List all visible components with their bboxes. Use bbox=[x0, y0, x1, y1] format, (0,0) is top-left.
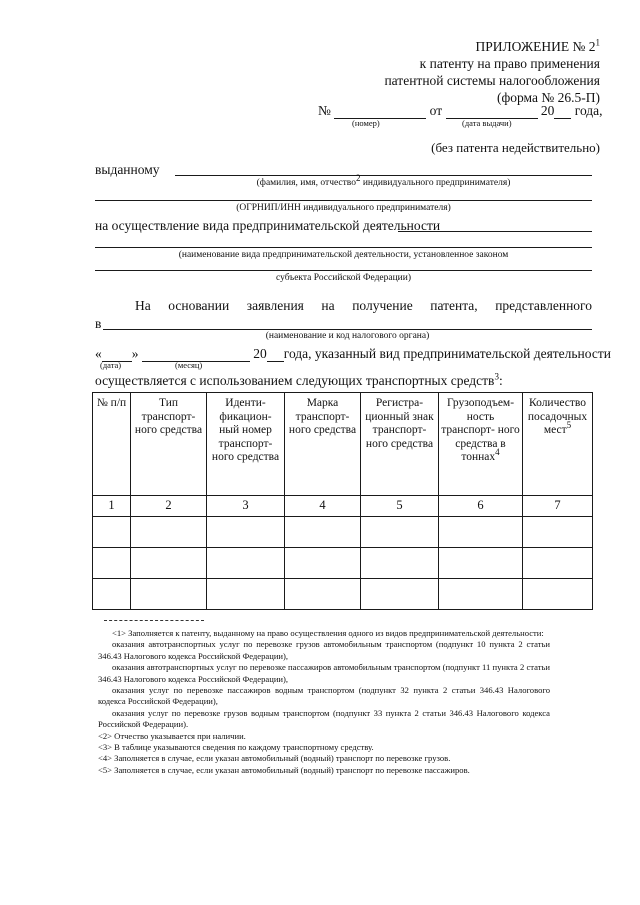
issued-to-blank[interactable] bbox=[175, 175, 592, 176]
caption-fio-text: (фамилия, имя, отчество bbox=[256, 178, 356, 189]
footnote-4: <4> Заполняется в случае, если указан автомобильный (водный) транспорт по перевозке грузов. bbox=[98, 753, 451, 764]
vehicles-table bbox=[92, 392, 593, 610]
quote-close: » bbox=[131, 346, 139, 361]
col-header-seats-sup: 5 bbox=[566, 420, 572, 431]
col-header-vin bbox=[207, 393, 285, 496]
header-subtitle-2: патентной системы налогообложения bbox=[384, 73, 600, 88]
cell-vin[interactable] bbox=[207, 517, 285, 548]
caption-fio-footnote-marker: 2 bbox=[355, 173, 361, 183]
cell-brand[interactable] bbox=[285, 548, 361, 579]
subject-blank[interactable] bbox=[95, 270, 592, 271]
cell-brand[interactable] bbox=[285, 517, 361, 548]
cell-vehicle-type[interactable] bbox=[131, 579, 207, 610]
caption-day: (дата) bbox=[100, 360, 122, 370]
header-title bbox=[0, 38, 600, 55]
col-header-seats bbox=[523, 393, 593, 496]
cell-vehicle-type[interactable] bbox=[131, 548, 207, 579]
activity-label: на осуществление вида предпринимательской деятельности bbox=[95, 218, 441, 233]
closing-text: осуществляется с использованием следующих транспортных средств bbox=[95, 373, 495, 388]
footnote-3: <3> В таблице указываются сведения по каждому транспортному средству. bbox=[98, 742, 374, 753]
ogrnip-blank[interactable] bbox=[95, 200, 592, 201]
col-header-capacity-text: Грузоподъем- ность транспорт- ного средства в тоннах bbox=[441, 397, 520, 463]
col-header-brand-text: Марка транспорт- ного средства bbox=[288, 397, 357, 436]
basis-paragraph: На основании заявления на получение патента, представленного bbox=[135, 298, 592, 313]
patent-number-date-line bbox=[318, 103, 603, 119]
col-header-capacity-sup: 4 bbox=[495, 447, 500, 458]
footnote-2: <2> Отчество указывается при наличии. bbox=[98, 730, 246, 741]
patent-number-blank[interactable] bbox=[334, 105, 426, 119]
activity-blank-line2[interactable] bbox=[95, 247, 592, 248]
cell-plate[interactable] bbox=[361, 579, 439, 610]
header-title-text: ПРИЛОЖЕНИЕ № 2 bbox=[475, 39, 596, 54]
footnote-5: <5> Заполняется в случае, если указан автомобильный (водный) транспорт по перевозке пассажиров. bbox=[98, 764, 470, 775]
cell-brand[interactable] bbox=[285, 579, 361, 610]
caption-subject: субъекта Российской Федерации) bbox=[275, 273, 411, 283]
table-header-row bbox=[93, 393, 593, 496]
cell-capacity[interactable] bbox=[439, 548, 523, 579]
invalid-without-patent-note: (без патента недействительно) bbox=[431, 140, 600, 155]
cell-vehicle-type[interactable] bbox=[131, 517, 207, 548]
footnote-1-item-d: оказания услуг по перевозке грузов водным транспортом (подпункт 33 пункта 2 статьи 346.43 Налогового кодекса Российской Федерации). bbox=[98, 707, 550, 730]
document-header bbox=[0, 38, 600, 106]
caption-month: (месяц) bbox=[175, 360, 203, 370]
year-word: года, bbox=[574, 103, 603, 118]
cell-capacity[interactable] bbox=[439, 517, 523, 548]
cell-capacity[interactable] bbox=[439, 579, 523, 610]
col-number-1: 1 bbox=[93, 496, 131, 517]
ot-label: от bbox=[429, 103, 443, 118]
footnote-1-item-c: оказания услуг по перевозке пассажиров водным транспортом (подпункт 32 пункта 2 статьи 346.43 Налогового кодекса Российской Федерации), bbox=[98, 685, 550, 707]
caption-fio bbox=[175, 173, 592, 189]
cell-seats[interactable] bbox=[523, 548, 593, 579]
issued-to-label: выданному bbox=[95, 162, 160, 177]
col-number-6: 6 bbox=[439, 496, 523, 517]
col-header-brand bbox=[285, 393, 361, 496]
header-subtitle-1: к патенту на право применения bbox=[419, 56, 600, 71]
caption-tax-org: (наименование и код налогового органа) bbox=[265, 331, 430, 341]
cell-index[interactable] bbox=[93, 579, 131, 610]
caption-number: (номер) bbox=[352, 118, 380, 128]
cell-index[interactable] bbox=[93, 517, 131, 548]
col-header-vehicle-type bbox=[131, 393, 207, 496]
footnote-1-item-b: оказания автотранспортных услуг по перевозке пассажиров автомобильным транспортом (подпункт 11 пункта 2 статьи 346.43 Налогового кодекса Российской Федерации), bbox=[98, 662, 550, 684]
closing-footnote-marker: 3 bbox=[494, 371, 499, 382]
cell-seats[interactable] bbox=[523, 579, 593, 610]
col-number-2: 2 bbox=[131, 496, 207, 517]
table-number-row bbox=[93, 496, 593, 517]
col-header-index bbox=[93, 393, 131, 496]
col-number-7: 7 bbox=[523, 496, 593, 517]
issue-date-blank[interactable] bbox=[446, 105, 538, 119]
number-symbol: № bbox=[318, 103, 331, 118]
col-header-vehicle-type-text: Тип транспорт- ного средства bbox=[134, 397, 203, 436]
col-header-plate-text: Регистра- ционный знак транспорт- ного средства bbox=[365, 397, 434, 450]
cell-plate[interactable] bbox=[361, 548, 439, 579]
col-header-seats-text: Количество посадочных мест bbox=[527, 397, 588, 436]
footnote-1-item-a: оказания автотранспортных услуг по перевозке грузов автомобильным транспортом (подпункт 10 пункта 2 статьи 346.43 Налогового кодекса Российской Федерации), bbox=[98, 639, 550, 661]
footnotes-block bbox=[98, 628, 550, 776]
cell-seats[interactable] bbox=[523, 517, 593, 548]
tax-org-blank[interactable] bbox=[103, 329, 592, 330]
col-header-index-text: № п/п bbox=[96, 397, 127, 409]
col-header-vin-text: Иденти- фикацион- ный номер транспорт- ного средства bbox=[211, 397, 280, 463]
caption-fio-tail: индивидуального предпринимателя) bbox=[360, 178, 511, 189]
year-prefix: 20 bbox=[540, 103, 555, 118]
date-line bbox=[95, 346, 611, 362]
closing-line bbox=[95, 373, 503, 389]
year-blank[interactable] bbox=[554, 105, 571, 119]
activity-blank-inline[interactable] bbox=[398, 231, 592, 232]
col-number-5: 5 bbox=[361, 496, 439, 517]
table-row[interactable] bbox=[93, 548, 593, 579]
caption-issue-date: (дата выдачи) bbox=[462, 118, 512, 128]
year-tail: года, указанный вид предпринимательской деятельности bbox=[283, 346, 611, 361]
footnote-separator bbox=[104, 620, 204, 621]
col-header-plate bbox=[361, 393, 439, 496]
caption-activity: (наименование вида предпринимательской деятельности, установленное законом bbox=[178, 250, 509, 260]
col-header-capacity bbox=[439, 393, 523, 496]
cell-index[interactable] bbox=[93, 548, 131, 579]
quote-open: « bbox=[95, 346, 102, 361]
col-number-3: 3 bbox=[207, 496, 285, 517]
closing-colon: : bbox=[498, 373, 503, 388]
header-form-code: (форма № 26.5-П) bbox=[497, 90, 600, 105]
cell-vin[interactable] bbox=[207, 579, 285, 610]
header-title-footnote-marker: 1 bbox=[595, 37, 600, 48]
cell-plate[interactable] bbox=[361, 517, 439, 548]
table-row[interactable] bbox=[93, 517, 593, 548]
cell-vin[interactable] bbox=[207, 548, 285, 579]
table-row[interactable] bbox=[93, 579, 593, 610]
tax-org-label: в bbox=[95, 316, 102, 331]
caption-ogrnip: (ОГРНИП/ИНН индивидуального предпринимателя) bbox=[236, 203, 451, 213]
table-body bbox=[93, 496, 593, 610]
footnote-1-head: <1> Заполняется к патенту, выданному на право осуществления одного из видов предпринимательской деятельности: bbox=[112, 628, 544, 638]
year-prefix-2: 20 bbox=[253, 346, 267, 361]
col-number-4: 4 bbox=[285, 496, 361, 517]
year-blank-2[interactable] bbox=[267, 348, 284, 362]
